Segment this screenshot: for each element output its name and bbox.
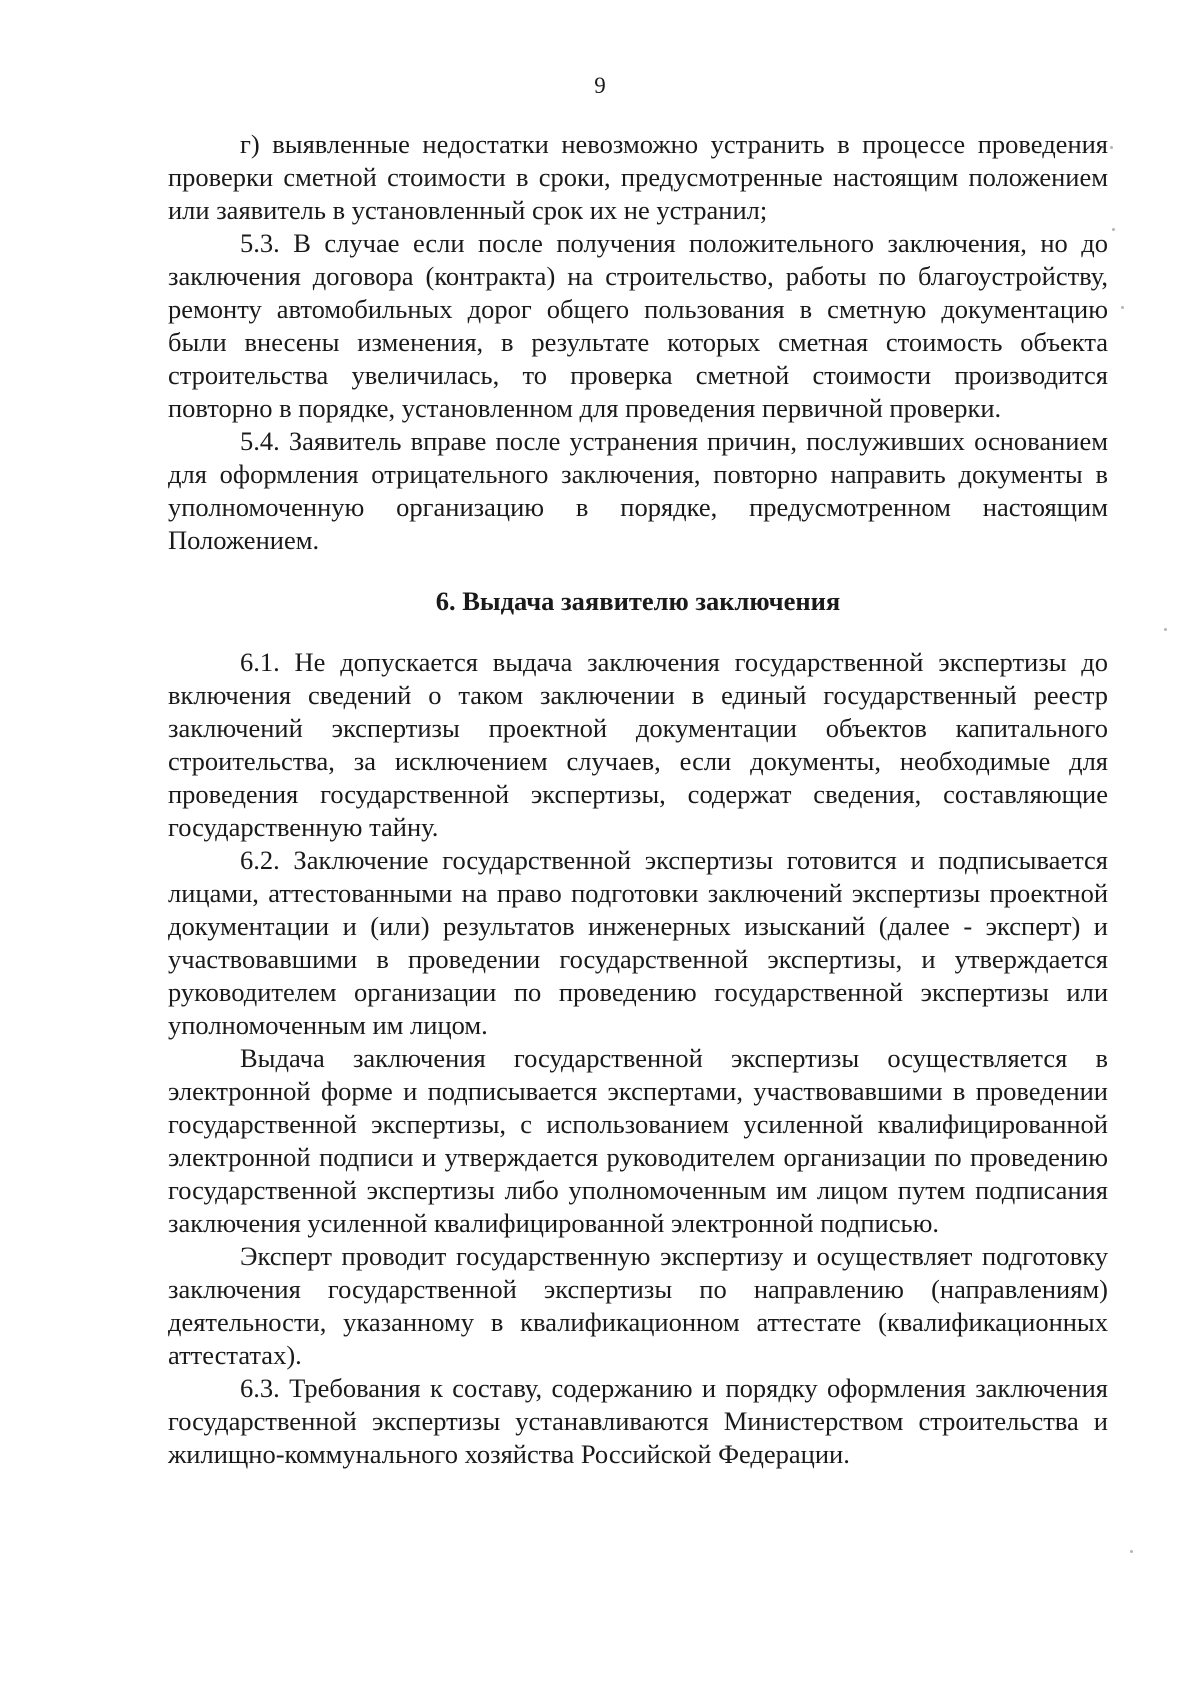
paragraph-6-3: 6.3. Требования к составу, содержанию и порядку оформления заключения государственной экспертизы устанавливаются Министерством строительства и жилищно-коммунального хозяйства Российской Федерации. (168, 1373, 1108, 1469)
scan-speck (1130, 1550, 1133, 1553)
paragraph-6-2: 6.2. Заключение государственной экспертизы готовится и подписывается лицами, аттестованными на право подготовки заключений экспертизы проектной документации и (или) результатов инженерных изысканий (далее - эксперт) и участвовавшими в проведении государственной экспертизы, и утверждается руководителем организации по проведению государственной экспертизы или уполномоченным им лицом. (168, 845, 1108, 1040)
scan-speck (1112, 228, 1115, 231)
scan-speck (1121, 306, 1124, 309)
document-body (168, 128, 1108, 1471)
paragraph-5-4: 5.4. Заявитель вправе после устранения причин, послуживших основанием для оформления отрицательного заключения, повторно направить документы в уполномоченную организацию в порядке, предусмотренном настоящим Положением. (168, 426, 1108, 555)
section-heading: 6. Выдача заявителю заключения (435, 586, 841, 616)
paragraph-6-2-expert: Эксперт проводит государственную экспертизу и осуществляет подготовку заключения государственной экспертизы по направлению (направлениям) деятельности, указанному в квалификационном аттестате (квалификационных аттестатах). (168, 1241, 1108, 1370)
paragraph-item-g: г) выявленные недостатки невозможно устранить в процессе проведения проверки сметной стоимости в сроки, предусмотренные настоящим положением или заявитель в установленный срок их не устранил; (168, 129, 1108, 225)
page-number: 9 (594, 73, 606, 98)
paragraph-6-1: 6.1. Не допускается выдача заключения государственной экспертизы до включения сведений о таком заключении в единый государственный реестр заключений экспертизы проектной документации объектов капитального строительства, за исключением случаев, если документы, необходимые для проведения государственной экспертизы, содержат сведения, составляющие государственную тайну. (168, 647, 1108, 842)
paragraph-6-2-issuance: Выдача заключения государственной экспертизы осуществляется в электронной форме и подписывается экспертами, участвовавшими в проведении государственной экспертизы, с использованием усиленной квалифицированной электронной подписи и утверждается руководителем организации по проведению государственной экспертизы либо уполномоченным им лицом путем подписания заключения усиленной квалифицированной электронной подписью. (168, 1043, 1108, 1238)
paragraph-5-3: 5.3. В случае если после получения положительного заключения, но до заключения договора (контракта) на строительство, работы по благоустройству, ремонту автомобильных дорог общего пользования в сметную документацию были внесены изменения, в результате которых сметная стоимость объекта строительства увеличилась, то проверка сметной стоимости производится повторно в порядке, установленном для проведения первичной проверки. (168, 228, 1108, 423)
scan-speck (1110, 146, 1113, 149)
scan-speck (1164, 628, 1167, 631)
